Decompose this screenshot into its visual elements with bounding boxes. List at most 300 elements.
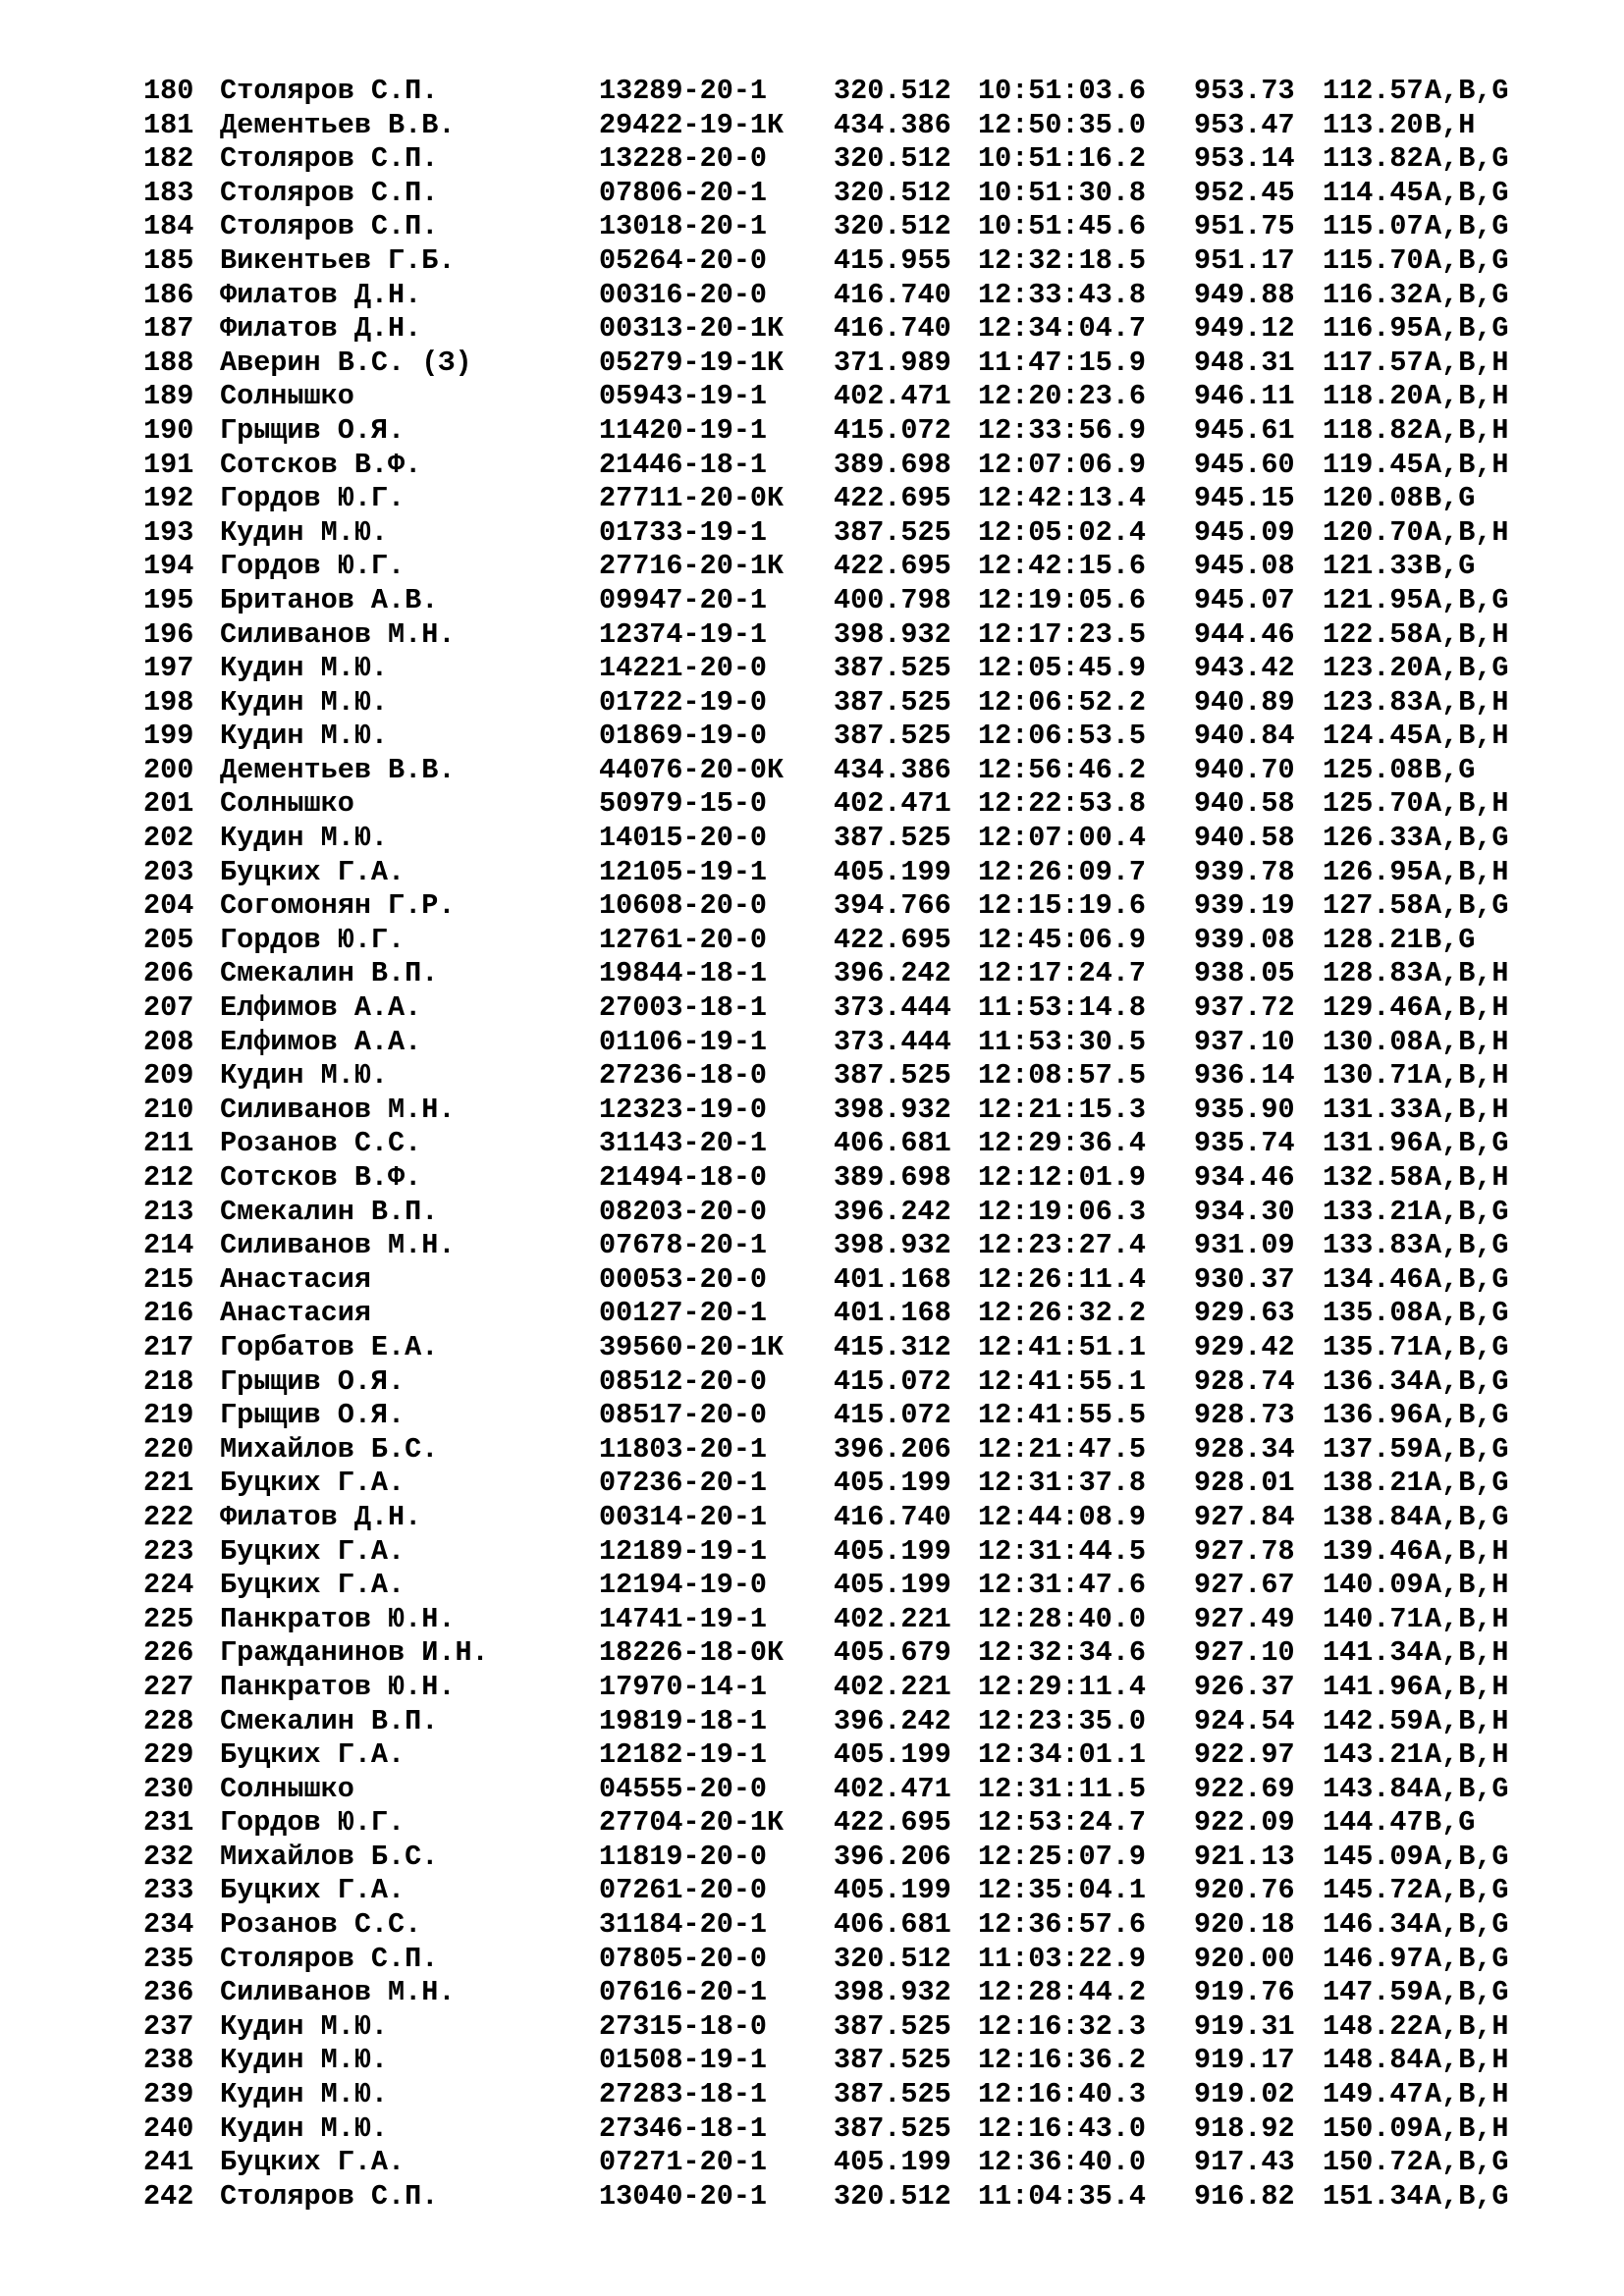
speed-cell: 919.02 xyxy=(1194,2078,1295,2111)
table-row xyxy=(143,312,1572,347)
place-cell: 212 xyxy=(143,1161,194,1194)
fancier-name-cell: Силиванов М.Н. xyxy=(220,1229,456,1262)
table-row xyxy=(143,1433,1572,1468)
ring-number-cell: 18226-18-0К xyxy=(599,1636,785,1670)
ring-number-cell: 07236-20-1 xyxy=(599,1467,768,1500)
fancier-name-cell: Кудин М.Ю. xyxy=(220,2111,389,2145)
competitions-cell: A,B,H xyxy=(1425,855,1509,888)
ring-number-cell: 07678-20-1 xyxy=(599,1229,768,1262)
fancier-name-cell: Буцких Г.А. xyxy=(220,1874,406,1907)
coefficient-cell: 126.33 xyxy=(1323,822,1424,855)
fancier-name-cell: Кудин М.Ю. xyxy=(220,720,389,753)
speed-cell: 940.58 xyxy=(1194,787,1295,821)
ring-number-cell: 00053-20-0 xyxy=(599,1262,768,1296)
competitions-cell: A,B,G xyxy=(1425,176,1509,209)
table-row xyxy=(143,2044,1572,2078)
fancier-name-cell: Смекалин В.П. xyxy=(220,1704,439,1737)
table-row xyxy=(143,924,1572,958)
coefficient-cell: 135.71 xyxy=(1323,1330,1424,1363)
table-row xyxy=(143,1603,1572,1637)
distance-cell: 387.525 xyxy=(834,2111,951,2145)
table-row xyxy=(143,1026,1572,1060)
arrival-time-cell: 12:34:01.1 xyxy=(978,1738,1147,1772)
place-cell: 242 xyxy=(143,2179,194,2213)
arrival-time-cell: 12:16:36.2 xyxy=(978,2044,1147,2077)
ring-number-cell: 27346-18-1 xyxy=(599,2111,768,2145)
place-cell: 186 xyxy=(143,278,194,311)
coefficient-cell: 129.46 xyxy=(1323,991,1424,1025)
competitions-cell: A,B,H xyxy=(1425,617,1509,651)
coefficient-cell: 118.20 xyxy=(1323,380,1424,413)
place-cell: 187 xyxy=(143,312,194,346)
distance-cell: 402.221 xyxy=(834,1602,951,1635)
distance-cell: 415.955 xyxy=(834,243,951,277)
speed-cell: 937.72 xyxy=(1194,991,1295,1025)
ring-number-cell: 07806-20-1 xyxy=(599,176,768,209)
table-row xyxy=(143,957,1572,991)
fancier-name-cell: Солнышко xyxy=(220,787,354,821)
place-cell: 207 xyxy=(143,991,194,1025)
distance-cell: 405.199 xyxy=(834,1738,951,1772)
arrival-time-cell: 12:36:57.6 xyxy=(978,1908,1147,1942)
place-cell: 180 xyxy=(143,75,194,107)
table-row xyxy=(143,482,1572,516)
distance-cell: 402.471 xyxy=(834,787,951,821)
fancier-name-cell: Столяров С.П. xyxy=(220,75,439,107)
speed-cell: 920.76 xyxy=(1194,1874,1295,1907)
coefficient-cell: 130.71 xyxy=(1323,1059,1424,1093)
arrival-time-cell: 12:26:32.2 xyxy=(978,1297,1147,1330)
place-cell: 215 xyxy=(143,1262,194,1296)
distance-cell: 406.681 xyxy=(834,1127,951,1160)
competitions-cell: A,B,H xyxy=(1425,1670,1509,1703)
speed-cell: 945.15 xyxy=(1194,482,1295,515)
fancier-name-cell: Сотсков В.Ф. xyxy=(220,1161,422,1194)
fancier-name-cell: Столяров С.П. xyxy=(220,210,439,243)
arrival-time-cell: 12:17:23.5 xyxy=(978,617,1147,651)
distance-cell: 373.444 xyxy=(834,991,951,1025)
coefficient-cell: 135.08 xyxy=(1323,1297,1424,1330)
place-cell: 194 xyxy=(143,550,194,583)
ring-number-cell: 05943-19-1 xyxy=(599,380,768,413)
coefficient-cell: 139.46 xyxy=(1323,1534,1424,1568)
arrival-time-cell: 12:25:07.9 xyxy=(978,1840,1147,1873)
table-row xyxy=(143,720,1572,754)
ring-number-cell: 07616-20-1 xyxy=(599,1976,768,2009)
speed-cell: 921.13 xyxy=(1194,1840,1295,1873)
arrival-time-cell: 12:19:05.6 xyxy=(978,583,1147,616)
fancier-name-cell: Буцких Г.А. xyxy=(220,1738,406,1772)
table-row xyxy=(143,1569,1572,1603)
distance-cell: 402.221 xyxy=(834,1670,951,1703)
coefficient-cell: 136.34 xyxy=(1323,1364,1424,1398)
coefficient-cell: 132.58 xyxy=(1323,1161,1424,1194)
fancier-name-cell: Солнышко xyxy=(220,380,354,413)
distance-cell: 371.989 xyxy=(834,346,951,379)
speed-cell: 930.37 xyxy=(1194,1262,1295,1296)
arrival-time-cell: 12:28:44.2 xyxy=(978,1976,1147,2009)
fancier-name-cell: Буцких Г.А. xyxy=(220,1534,406,1568)
table-row xyxy=(143,1229,1572,1263)
fancier-name-cell: Викентьев Г.Б. xyxy=(220,243,456,277)
speed-cell: 940.70 xyxy=(1194,753,1295,786)
competitions-cell: A,B,H xyxy=(1425,2044,1509,2077)
distance-cell: 422.695 xyxy=(834,923,951,956)
arrival-time-cell: 12:35:04.1 xyxy=(978,1874,1147,1907)
table-row xyxy=(143,1535,1572,1570)
ring-number-cell: 10608-20-0 xyxy=(599,889,768,923)
coefficient-cell: 150.09 xyxy=(1323,2111,1424,2145)
place-cell: 224 xyxy=(143,1569,194,1602)
arrival-time-cell: 12:31:37.8 xyxy=(978,1467,1147,1500)
table-row xyxy=(143,1705,1572,1739)
speed-cell: 919.17 xyxy=(1194,2044,1295,2077)
coefficient-cell: 125.08 xyxy=(1323,753,1424,786)
ring-number-cell: 07261-20-0 xyxy=(599,1874,768,1907)
coefficient-cell: 124.45 xyxy=(1323,720,1424,753)
arrival-time-cell: 12:19:06.3 xyxy=(978,1195,1147,1228)
coefficient-cell: 125.70 xyxy=(1323,787,1424,821)
distance-cell: 387.525 xyxy=(834,2044,951,2077)
speed-cell: 934.30 xyxy=(1194,1195,1295,1228)
place-cell: 235 xyxy=(143,1942,194,1975)
ring-number-cell: 00316-20-0 xyxy=(599,278,768,311)
fancier-name-cell: Кудин М.Ю. xyxy=(220,2009,389,2043)
arrival-time-cell: 11:04:35.4 xyxy=(978,2179,1147,2213)
speed-cell: 922.09 xyxy=(1194,1806,1295,1840)
competitions-cell: A,B,G xyxy=(1425,75,1509,107)
competitions-cell: A,B,G xyxy=(1425,1195,1509,1228)
arrival-time-cell: 12:22:53.8 xyxy=(978,787,1147,821)
distance-cell: 373.444 xyxy=(834,1025,951,1058)
fancier-name-cell: Буцких Г.А. xyxy=(220,1569,406,1602)
distance-cell: 387.525 xyxy=(834,720,951,753)
arrival-time-cell: 12:41:51.1 xyxy=(978,1330,1147,1363)
table-row xyxy=(143,1467,1572,1501)
speed-cell: 928.73 xyxy=(1194,1399,1295,1432)
table-row xyxy=(143,109,1572,143)
arrival-time-cell: 12:31:11.5 xyxy=(978,1772,1147,1805)
table-row xyxy=(143,584,1572,618)
table-row xyxy=(143,787,1572,822)
distance-cell: 405.199 xyxy=(834,2146,951,2179)
distance-cell: 387.525 xyxy=(834,822,951,855)
place-cell: 216 xyxy=(143,1297,194,1330)
fancier-name-cell: Дементьев В.В. xyxy=(220,753,456,786)
ring-number-cell: 21446-18-1 xyxy=(599,448,768,481)
competitions-cell: A,B,H xyxy=(1425,515,1509,549)
table-row xyxy=(143,1297,1572,1331)
coefficient-cell: 133.83 xyxy=(1323,1229,1424,1262)
table-row xyxy=(143,2078,1572,2112)
speed-cell: 917.43 xyxy=(1194,2146,1295,2179)
fancier-name-cell: Столяров С.П. xyxy=(220,142,439,176)
place-cell: 220 xyxy=(143,1432,194,1466)
arrival-time-cell: 12:06:52.2 xyxy=(978,685,1147,719)
coefficient-cell: 126.95 xyxy=(1323,855,1424,888)
speed-cell: 935.90 xyxy=(1194,1093,1295,1126)
place-cell: 190 xyxy=(143,413,194,447)
fancier-name-cell: Кудин М.Ю. xyxy=(220,822,389,855)
competitions-cell: A,B,G xyxy=(1425,1127,1509,1160)
competitions-cell: A,B,H xyxy=(1425,1025,1509,1058)
place-cell: 208 xyxy=(143,1025,194,1058)
distance-cell: 405.199 xyxy=(834,855,951,888)
competitions-cell: A,B,H xyxy=(1425,957,1509,990)
fancier-name-cell: Панкратов Ю.Н. xyxy=(220,1602,456,1635)
speed-cell: 946.11 xyxy=(1194,380,1295,413)
place-cell: 199 xyxy=(143,720,194,753)
arrival-time-cell: 12:33:43.8 xyxy=(978,278,1147,311)
table-row xyxy=(143,754,1572,788)
coefficient-cell: 141.34 xyxy=(1323,1636,1424,1670)
fancier-name-cell: Дементьев В.В. xyxy=(220,108,456,141)
distance-cell: 320.512 xyxy=(834,1942,951,1975)
table-row xyxy=(143,75,1572,109)
distance-cell: 402.471 xyxy=(834,1772,951,1805)
competitions-cell: A,B,H xyxy=(1425,1534,1509,1568)
place-cell: 182 xyxy=(143,142,194,176)
competitions-cell: A,B,G xyxy=(1425,822,1509,855)
coefficient-cell: 120.08 xyxy=(1323,482,1424,515)
distance-cell: 415.072 xyxy=(834,413,951,447)
table-row xyxy=(143,1365,1572,1400)
fancier-name-cell: Филатов Д.Н. xyxy=(220,1500,422,1533)
arrival-time-cell: 12:29:36.4 xyxy=(978,1127,1147,1160)
place-cell: 203 xyxy=(143,855,194,888)
distance-cell: 387.525 xyxy=(834,652,951,685)
arrival-time-cell: 12:07:06.9 xyxy=(978,448,1147,481)
competitions-cell: A,B,H xyxy=(1425,2078,1509,2111)
table-row xyxy=(143,1841,1572,1875)
table-row xyxy=(143,1636,1572,1671)
distance-cell: 320.512 xyxy=(834,2179,951,2213)
arrival-time-cell: 10:51:03.6 xyxy=(978,75,1147,107)
place-cell: 234 xyxy=(143,1908,194,1942)
distance-cell: 405.199 xyxy=(834,1874,951,1907)
fancier-name-cell: Кудин М.Ю. xyxy=(220,685,389,719)
competitions-cell: A,B,G xyxy=(1425,210,1509,243)
speed-cell: 938.05 xyxy=(1194,957,1295,990)
distance-cell: 405.199 xyxy=(834,1534,951,1568)
place-cell: 204 xyxy=(143,889,194,923)
competitions-cell: A,B,G xyxy=(1425,1942,1509,1975)
competitions-cell: A,B,G xyxy=(1425,1399,1509,1432)
ring-number-cell: 44076-20-0К xyxy=(599,753,785,786)
coefficient-cell: 143.84 xyxy=(1323,1772,1424,1805)
place-cell: 181 xyxy=(143,108,194,141)
speed-cell: 949.12 xyxy=(1194,312,1295,346)
coefficient-cell: 119.45 xyxy=(1323,448,1424,481)
fancier-name-cell: Столяров С.П. xyxy=(220,176,439,209)
arrival-time-cell: 12:45:06.9 xyxy=(978,923,1147,956)
table-row xyxy=(143,2146,1572,2180)
arrival-time-cell: 12:06:53.5 xyxy=(978,720,1147,753)
speed-cell: 924.54 xyxy=(1194,1704,1295,1737)
place-cell: 223 xyxy=(143,1534,194,1568)
place-cell: 236 xyxy=(143,1976,194,2009)
coefficient-cell: 116.95 xyxy=(1323,312,1424,346)
arrival-time-cell: 10:51:30.8 xyxy=(978,176,1147,209)
arrival-time-cell: 12:41:55.1 xyxy=(978,1364,1147,1398)
distance-cell: 405.679 xyxy=(834,1636,951,1670)
speed-cell: 953.73 xyxy=(1194,75,1295,107)
speed-cell: 928.01 xyxy=(1194,1467,1295,1500)
ring-number-cell: 27283-18-1 xyxy=(599,2078,768,2111)
distance-cell: 387.525 xyxy=(834,2078,951,2111)
ring-number-cell: 11819-20-0 xyxy=(599,1840,768,1873)
speed-cell: 916.82 xyxy=(1194,2179,1295,2213)
place-cell: 193 xyxy=(143,515,194,549)
competitions-cell: A,B,H xyxy=(1425,1569,1509,1602)
competitions-cell: A,B,G xyxy=(1425,1364,1509,1398)
speed-cell: 920.18 xyxy=(1194,1908,1295,1942)
speed-cell: 937.10 xyxy=(1194,1025,1295,1058)
competitions-cell: A,B,G xyxy=(1425,1297,1509,1330)
coefficient-cell: 151.34 xyxy=(1323,2179,1424,2213)
coefficient-cell: 133.21 xyxy=(1323,1195,1424,1228)
distance-cell: 387.525 xyxy=(834,685,951,719)
place-cell: 211 xyxy=(143,1127,194,1160)
coefficient-cell: 118.82 xyxy=(1323,413,1424,447)
ring-number-cell: 12323-19-0 xyxy=(599,1093,768,1126)
arrival-time-cell: 12:41:55.5 xyxy=(978,1399,1147,1432)
fancier-name-cell: Кудин М.Ю. xyxy=(220,2078,389,2111)
competitions-cell: A,B,G xyxy=(1425,1976,1509,2009)
coefficient-cell: 149.47 xyxy=(1323,2078,1424,2111)
distance-cell: 401.168 xyxy=(834,1297,951,1330)
arrival-time-cell: 12:56:46.2 xyxy=(978,753,1147,786)
fancier-name-cell: Кудин М.Ю. xyxy=(220,652,389,685)
arrival-time-cell: 12:32:18.5 xyxy=(978,243,1147,277)
distance-cell: 405.199 xyxy=(834,1569,951,1602)
place-cell: 200 xyxy=(143,753,194,786)
place-cell: 210 xyxy=(143,1093,194,1126)
coefficient-cell: 141.96 xyxy=(1323,1670,1424,1703)
coefficient-cell: 112.57 xyxy=(1323,75,1424,107)
coefficient-cell: 140.71 xyxy=(1323,1602,1424,1635)
distance-cell: 396.242 xyxy=(834,1704,951,1737)
table-row xyxy=(143,1806,1572,1841)
table-row xyxy=(143,142,1572,177)
arrival-time-cell: 12:07:00.4 xyxy=(978,822,1147,855)
coefficient-cell: 113.20 xyxy=(1323,108,1424,141)
arrival-time-cell: 10:51:45.6 xyxy=(978,210,1147,243)
speed-cell: 920.00 xyxy=(1194,1942,1295,1975)
ring-number-cell: 12374-19-1 xyxy=(599,617,768,651)
distance-cell: 394.766 xyxy=(834,889,951,923)
place-cell: 237 xyxy=(143,2009,194,2043)
competitions-cell: A,B,G xyxy=(1425,278,1509,311)
distance-cell: 415.072 xyxy=(834,1364,951,1398)
competitions-cell: A,B,G xyxy=(1425,583,1509,616)
speed-cell: 919.31 xyxy=(1194,2009,1295,2043)
place-cell: 195 xyxy=(143,583,194,616)
ring-number-cell: 27704-20-1К xyxy=(599,1806,785,1840)
speed-cell: 940.89 xyxy=(1194,685,1295,719)
ring-number-cell: 13289-20-1 xyxy=(599,75,768,107)
place-cell: 222 xyxy=(143,1500,194,1533)
distance-cell: 415.072 xyxy=(834,1399,951,1432)
competitions-cell: A,B,G xyxy=(1425,1467,1509,1500)
speed-cell: 940.58 xyxy=(1194,822,1295,855)
fancier-name-cell: Елфимов А.А. xyxy=(220,991,422,1025)
results-table xyxy=(143,75,1572,2214)
arrival-time-cell: 12:16:32.3 xyxy=(978,2009,1147,2043)
fancier-name-cell: Грыщив О.Я. xyxy=(220,1399,406,1432)
arrival-time-cell: 12:42:13.4 xyxy=(978,482,1147,515)
arrival-time-cell: 12:23:35.0 xyxy=(978,1704,1147,1737)
distance-cell: 416.740 xyxy=(834,1500,951,1533)
coefficient-cell: 145.09 xyxy=(1323,1840,1424,1873)
fancier-name-cell: Елфимов А.А. xyxy=(220,1025,422,1058)
coefficient-cell: 147.59 xyxy=(1323,1976,1424,2009)
table-row xyxy=(143,414,1572,449)
ring-number-cell: 27315-18-0 xyxy=(599,2009,768,2043)
coefficient-cell: 123.20 xyxy=(1323,652,1424,685)
ring-number-cell: 09947-20-1 xyxy=(599,583,768,616)
place-cell: 218 xyxy=(143,1364,194,1398)
ring-number-cell: 27003-18-1 xyxy=(599,991,768,1025)
place-cell: 183 xyxy=(143,176,194,209)
speed-cell: 940.84 xyxy=(1194,720,1295,753)
distance-cell: 415.312 xyxy=(834,1330,951,1363)
table-row xyxy=(143,177,1572,211)
fancier-name-cell: Кудин М.Ю. xyxy=(220,1059,389,1093)
speed-cell: 939.08 xyxy=(1194,923,1295,956)
competitions-cell: B,G xyxy=(1425,753,1476,786)
competitions-cell: A,B,G xyxy=(1425,1330,1509,1363)
ring-number-cell: 01106-19-1 xyxy=(599,1025,768,1058)
speed-cell: 944.46 xyxy=(1194,617,1295,651)
fancier-name-cell: Панкратов Ю.Н. xyxy=(220,1670,456,1703)
distance-cell: 398.932 xyxy=(834,1093,951,1126)
speed-cell: 927.84 xyxy=(1194,1500,1295,1533)
speed-cell: 922.69 xyxy=(1194,1772,1295,1805)
table-row xyxy=(143,1127,1572,1161)
table-row xyxy=(143,1331,1572,1365)
coefficient-cell: 114.45 xyxy=(1323,176,1424,209)
competitions-cell: A,B,H xyxy=(1425,413,1509,447)
place-cell: 217 xyxy=(143,1330,194,1363)
competitions-cell: B,G xyxy=(1425,923,1476,956)
competitions-cell: A,B,H xyxy=(1425,448,1509,481)
fancier-name-cell: Розанов С.С. xyxy=(220,1127,422,1160)
table-row xyxy=(143,1738,1572,1773)
place-cell: 239 xyxy=(143,2078,194,2111)
arrival-time-cell: 12:36:40.0 xyxy=(978,2146,1147,2179)
competitions-cell: A,B,G xyxy=(1425,142,1509,176)
fancier-name-cell: Столяров С.П. xyxy=(220,2179,439,2213)
table-row xyxy=(143,449,1572,483)
speed-cell: 927.78 xyxy=(1194,1534,1295,1568)
fancier-name-cell: Анастасия xyxy=(220,1297,371,1330)
speed-cell: 931.09 xyxy=(1194,1229,1295,1262)
distance-cell: 422.695 xyxy=(834,1806,951,1840)
table-row xyxy=(143,1671,1572,1705)
arrival-time-cell: 12:15:19.6 xyxy=(978,889,1147,923)
table-row xyxy=(143,1943,1572,1977)
speed-cell: 927.10 xyxy=(1194,1636,1295,1670)
coefficient-cell: 142.59 xyxy=(1323,1704,1424,1737)
table-row xyxy=(143,686,1572,721)
speed-cell: 928.34 xyxy=(1194,1432,1295,1466)
table-row xyxy=(143,550,1572,584)
place-cell: 185 xyxy=(143,243,194,277)
place-cell: 228 xyxy=(143,1704,194,1737)
arrival-time-cell: 12:42:15.6 xyxy=(978,550,1147,583)
table-row xyxy=(143,1874,1572,1908)
